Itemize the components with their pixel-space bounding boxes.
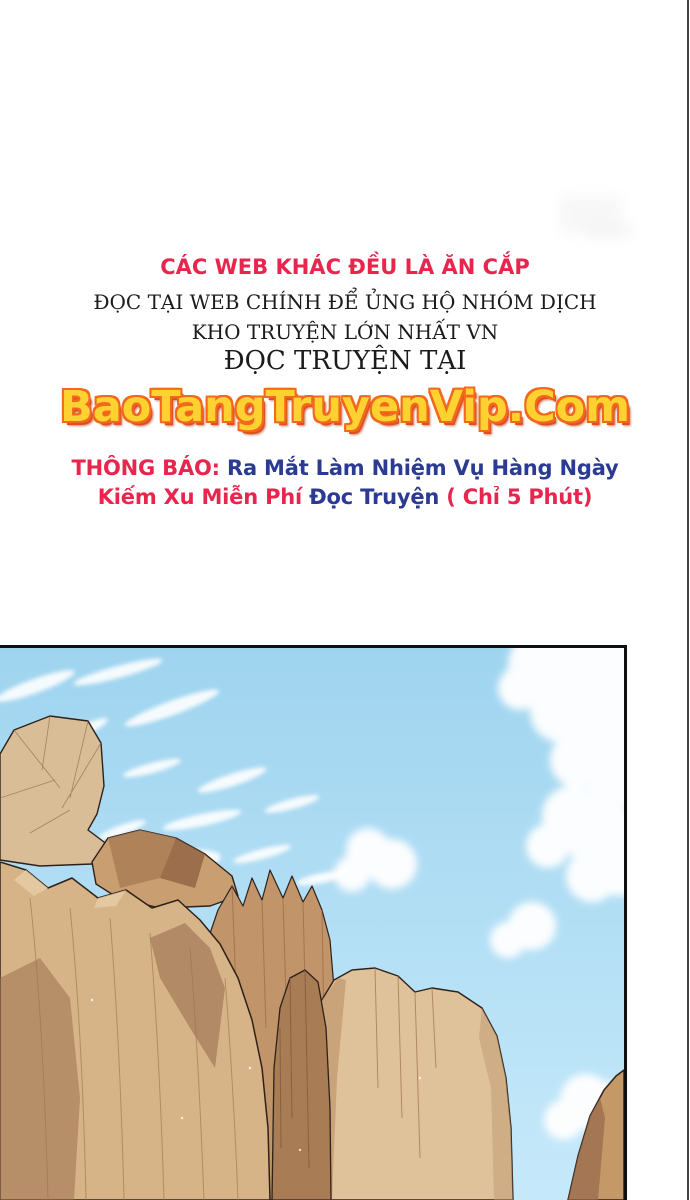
repo-line: KHO TRUYỆN LỚN NHẤT VN bbox=[191, 320, 499, 344]
warning-line: CÁC WEB KHÁC ĐỀU LÀ ĂN CẮP bbox=[160, 255, 530, 279]
site-logo: BaoTangTruyenVip.Com bbox=[59, 382, 631, 432]
notice-label: THÔNG BÁO: bbox=[71, 456, 227, 480]
comic-panel bbox=[0, 645, 627, 1200]
notice-line-2 bbox=[0, 484, 690, 511]
notice-line-1-text: Ra Mắt Làm Nhiệm Vụ Hàng Ngày bbox=[226, 456, 619, 480]
rock-column bbox=[272, 970, 331, 1200]
read-at-line: ĐỌC TRUYỆN TẠI bbox=[223, 346, 467, 376]
notice-line-2-blue: Đọc Truyện bbox=[309, 485, 447, 509]
notice-line-2-red-end: ( Chỉ 5 Phút) bbox=[446, 485, 593, 509]
faint-smudge bbox=[585, 224, 635, 238]
support-line: ĐỌC TẠI WEB CHÍNH ĐỂ ỦNG HỘ NHÓM DỊCH bbox=[93, 290, 597, 314]
notice-line-1 bbox=[0, 455, 690, 482]
page-edge-line bbox=[687, 0, 689, 1200]
cliff-sky-illustration bbox=[0, 648, 624, 1200]
notice-line-2-red-start: Kiếm Xu Miễn Phí bbox=[97, 485, 310, 509]
